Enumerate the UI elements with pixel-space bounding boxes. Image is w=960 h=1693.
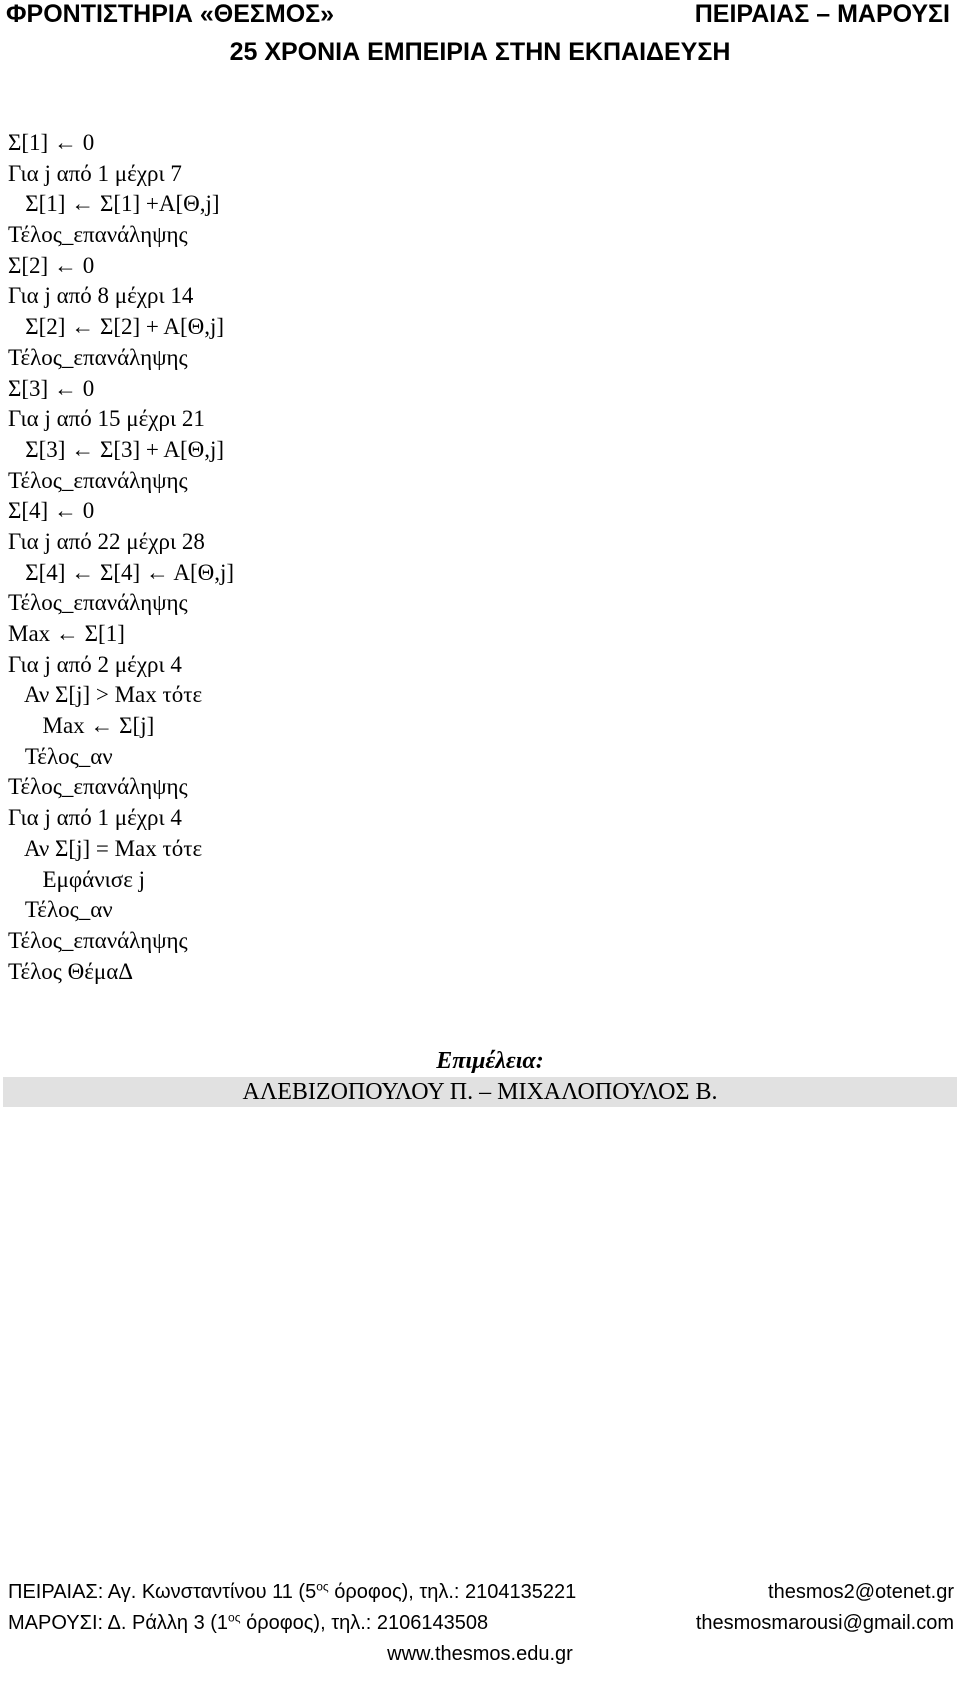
code-line: Σ[3] ← Σ[3] + Α[Θ,j] bbox=[8, 436, 225, 462]
marousi-address bbox=[8, 1608, 488, 1639]
code-line: Σ[2] ← 0 bbox=[8, 252, 95, 278]
code-line: Για j από 1 μέχρι 4 bbox=[8, 805, 182, 831]
code-line: Τέλος_επανάληψης bbox=[8, 590, 188, 616]
code-line: Για j από 1 μέχρι 7 bbox=[8, 160, 182, 186]
code-line: Τέλος_αν bbox=[8, 743, 113, 769]
piraeus-address-suffix: όροφος), τηλ.: 2104135221 bbox=[328, 1581, 577, 1603]
marousi-ordinal: ος bbox=[228, 1610, 241, 1625]
page-header bbox=[0, 0, 960, 80]
code-line: Για j από 22 μέχρι 28 bbox=[8, 528, 205, 554]
footer-piraeus-row bbox=[0, 1577, 960, 1608]
header-brand: ΦΡΟΝΤΙΣΤΗΡΙΑ «ΘΕΣΜΟΣ» bbox=[6, 0, 335, 28]
code-line: Για j από 2 μέχρι 4 bbox=[8, 651, 182, 677]
piraeus-ordinal: ος bbox=[316, 1579, 329, 1594]
code-line: Τέλος_αν bbox=[8, 897, 113, 923]
piraeus-email: thesmos2@otenet.gr bbox=[768, 1581, 954, 1603]
marousi-address-suffix: όροφος), τηλ.: 2106143508 bbox=[240, 1612, 489, 1634]
code-line: Για j από 8 μέχρι 14 bbox=[8, 283, 194, 309]
code-line: Τέλος_επανάληψης bbox=[8, 222, 188, 248]
code-line: Τέλος ΘέμαΔ bbox=[8, 958, 134, 984]
code-line: Τέλος_επανάληψης bbox=[8, 927, 188, 953]
code-line: Σ[1] ← 0 bbox=[8, 130, 95, 155]
code-line: Σ[4] ← Σ[4] ← Α[Θ,j] bbox=[8, 559, 235, 585]
credits-label: Επιμέλεια: bbox=[436, 1048, 544, 1074]
code-line: Max ← Σ[j] bbox=[8, 713, 155, 739]
code-line: Εμφάνισε j bbox=[8, 866, 145, 892]
code-line: Max ← Σ[1] bbox=[8, 621, 125, 646]
piraeus-address-prefix: ΠΕΙΡΑΙΑΣ: Αγ. Κωνσταντίνου 11 (5 bbox=[8, 1581, 317, 1603]
website-link: www.thesmos.edu.gr bbox=[387, 1643, 573, 1665]
header-locations: ΠΕΙΡΑΙΑΣ – ΜΑΡΟΥΣΙ bbox=[694, 0, 950, 28]
code-line: Σ[3] ← 0 bbox=[8, 375, 95, 401]
code-line: Σ[4] ← 0 bbox=[8, 498, 95, 524]
code-line: Αν Σ[j] = Max τότε bbox=[8, 835, 203, 861]
footer-marousi-row bbox=[0, 1608, 960, 1639]
code-line: Σ[1] ← Σ[1] +Α[Θ,j] bbox=[8, 191, 220, 217]
marousi-email: thesmosmarousi@gmail.com bbox=[695, 1612, 954, 1634]
header-tagline: 25 ΧΡΟΝΙΑ ΕΜΠΕΙΡΙΑ ΣΤΗΝ ΕΚΠΑΙΔΕΥΣΗ bbox=[229, 38, 731, 66]
pseudocode-block bbox=[8, 128, 234, 987]
code-line: Τέλος_επανάληψης bbox=[8, 774, 188, 800]
code-line: Τέλος_επανάληψης bbox=[8, 344, 188, 370]
page-footer bbox=[0, 1577, 960, 1670]
code-line: Σ[2] ← Σ[2] + Α[Θ,j] bbox=[8, 314, 225, 340]
code-line: Αν Σ[j] > Max τότε bbox=[8, 682, 203, 708]
footer-website-row bbox=[0, 1639, 960, 1670]
piraeus-address bbox=[8, 1577, 576, 1608]
credits-section bbox=[0, 1045, 960, 1107]
code-line: Για j από 15 μέχρι 21 bbox=[8, 406, 205, 432]
code-line: Τέλος_επανάληψης bbox=[8, 467, 188, 493]
marousi-address-prefix: ΜΑΡΟΥΣΙ: Δ. Ράλλη 3 (1 bbox=[8, 1612, 229, 1634]
credits-names: ΑΛΕΒΙΖΟΠΟΥΛΟΥ Π. – ΜΙΧΑΛΟΠΟΥΛΟΣ Β. bbox=[3, 1077, 957, 1107]
